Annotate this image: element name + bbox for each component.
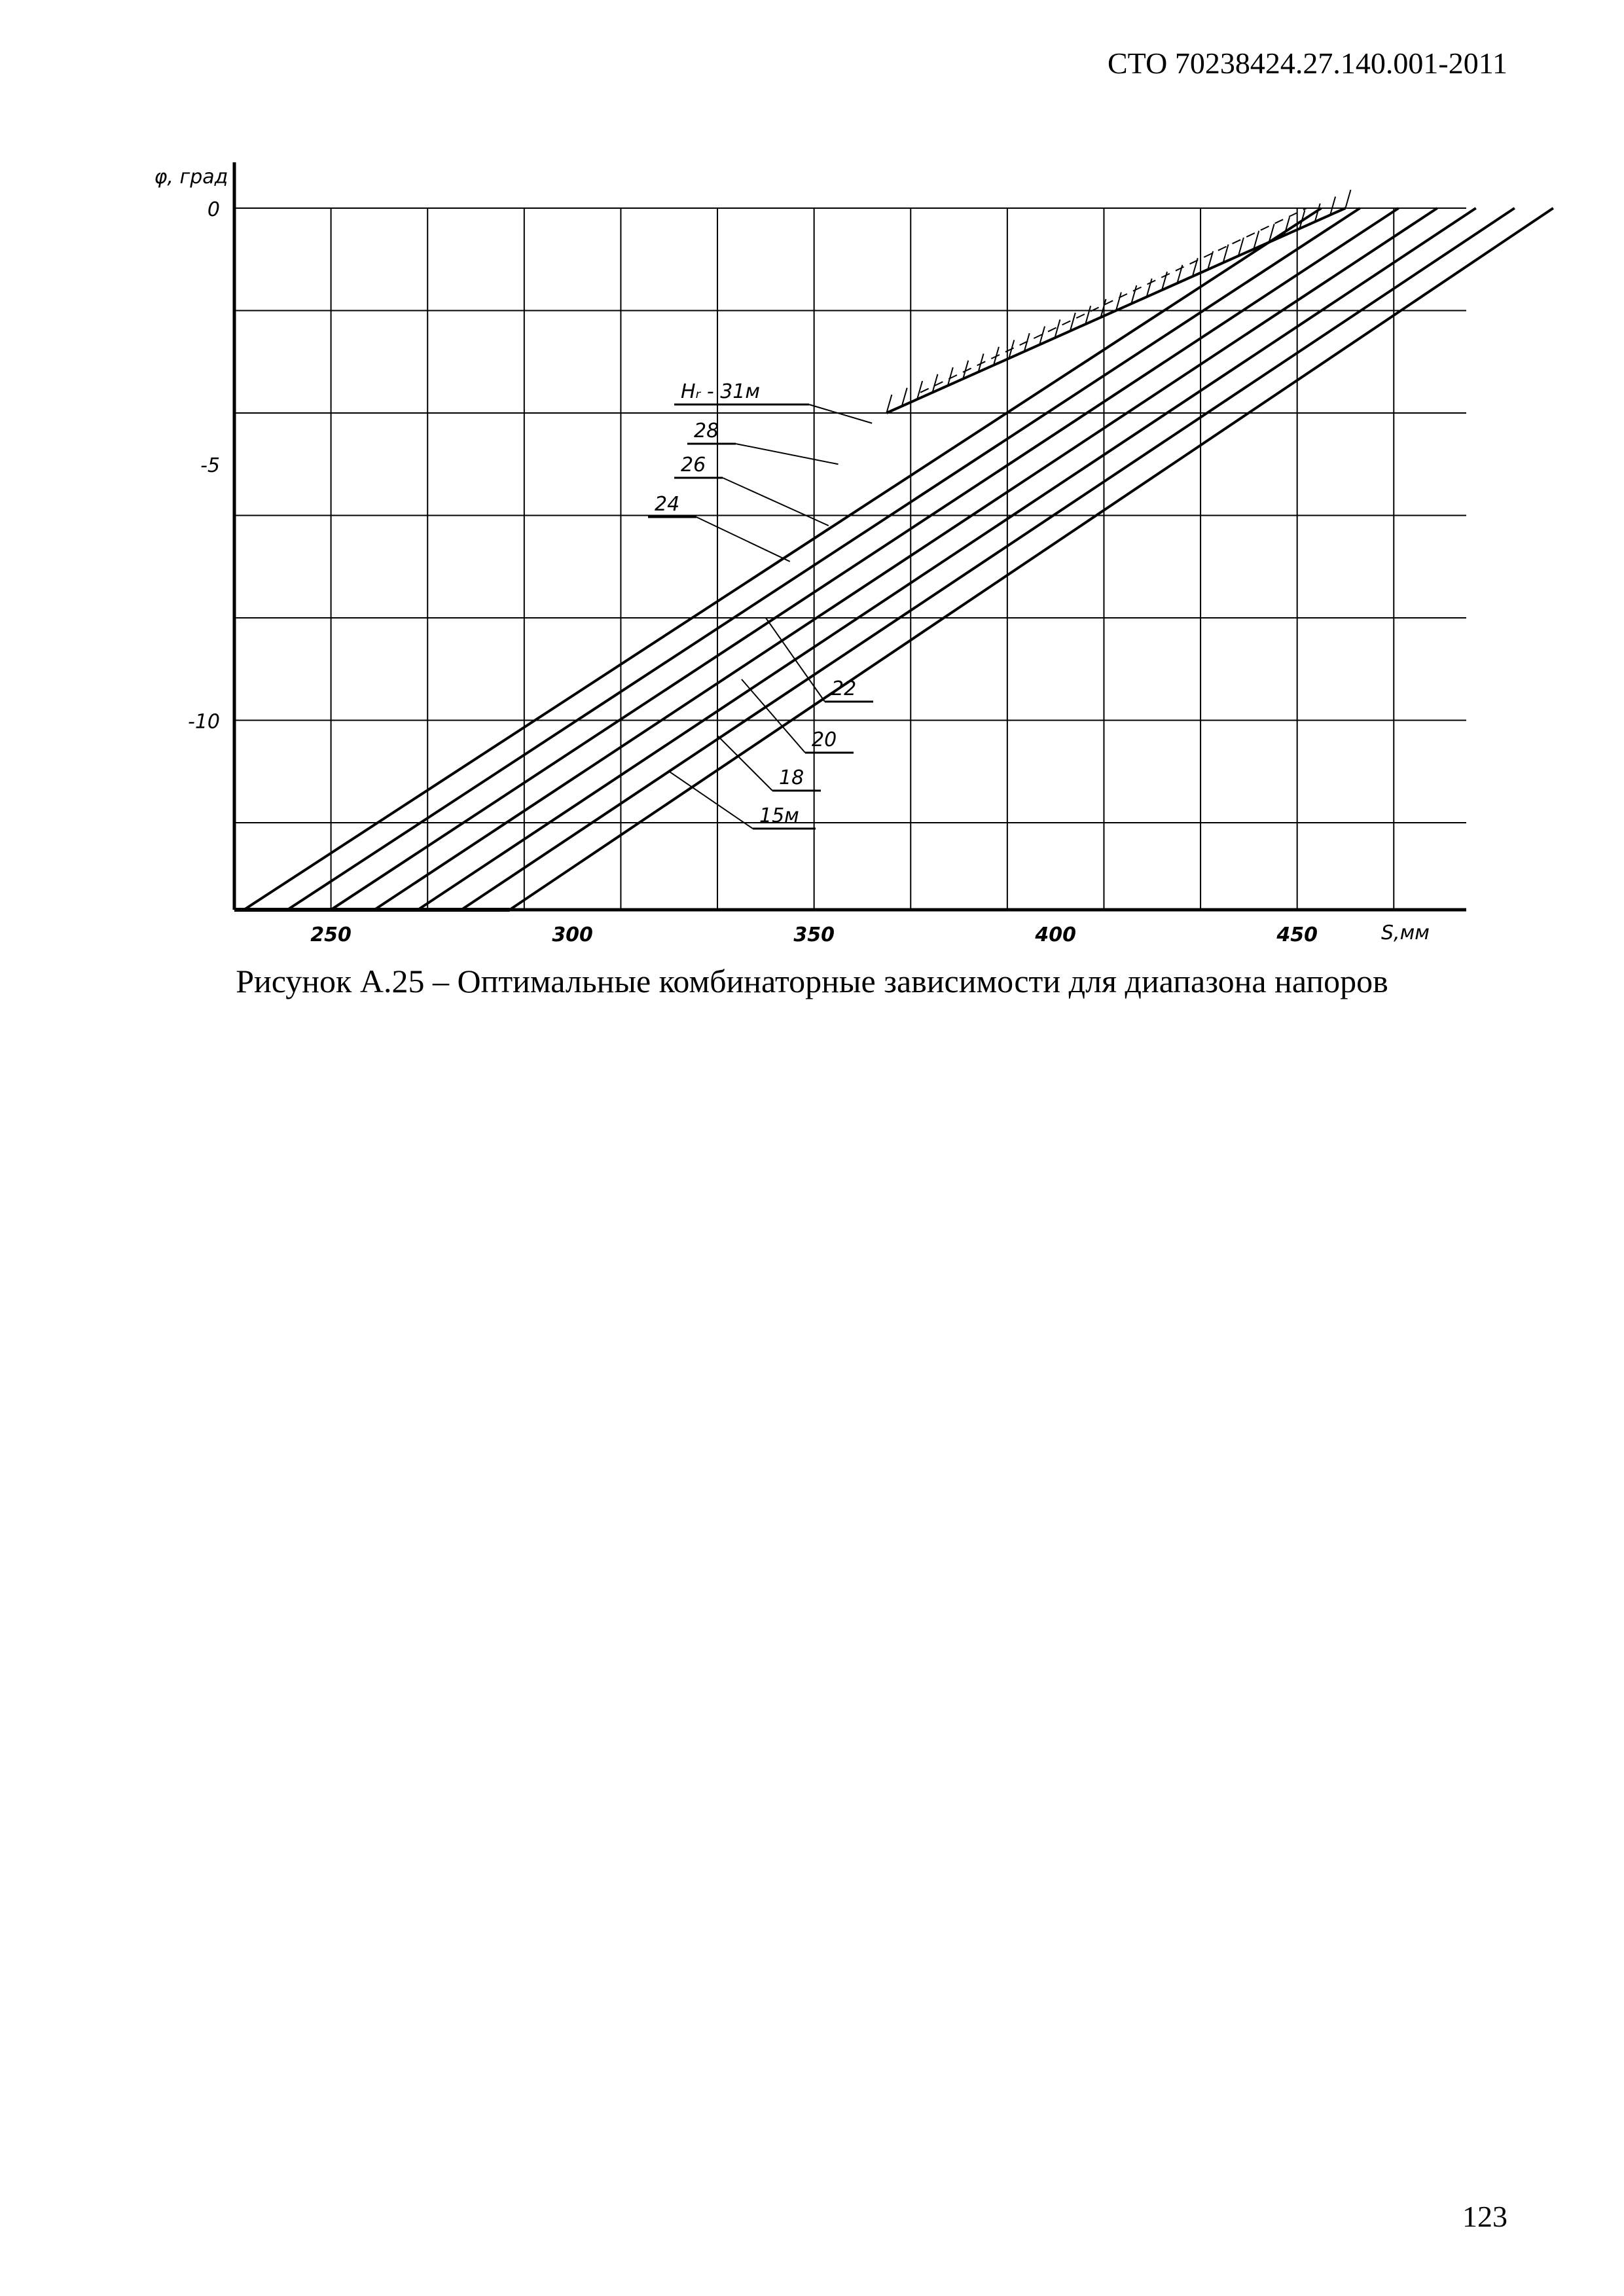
figure-caption: Рисунок А.25 – Оптимальные комбинаторные зависимости для диапазона напоров <box>236 963 1388 999</box>
chart-series <box>234 190 1553 910</box>
series-label: 28 <box>694 420 719 442</box>
label-leader-line <box>723 478 829 526</box>
label-leader-line <box>736 444 839 464</box>
hatch-mark <box>1345 190 1350 208</box>
x-tick-label: 350 <box>793 924 835 946</box>
series-line <box>510 208 1553 910</box>
x-axis-label: S,мм <box>1381 922 1430 944</box>
y-tick-label: 0 <box>207 198 220 221</box>
y-axis-label: φ, град <box>154 166 228 188</box>
series-label: 15м <box>759 804 799 827</box>
y-tick-label: -5 <box>200 454 220 478</box>
series-line <box>331 208 1399 910</box>
x-tick-label: 300 <box>552 924 593 946</box>
chart-axes <box>234 162 1466 910</box>
label-leader-line <box>696 517 790 562</box>
chart-grid <box>234 208 1466 910</box>
combinator-chart <box>0 0 1624 982</box>
x-tick-label: 400 <box>1035 924 1076 946</box>
label-leader-line <box>669 772 753 829</box>
series-label: Hᵣ - 31м <box>681 380 761 403</box>
dashed-limit-line <box>920 208 1307 393</box>
series-label: 18 <box>779 766 804 789</box>
series-line <box>461 208 1515 910</box>
page-number: 123 <box>1462 2200 1507 2233</box>
series-label: 26 <box>681 454 706 476</box>
series-line <box>287 208 1360 910</box>
x-tick-label: 250 <box>310 924 352 946</box>
series-label: 22 <box>831 677 857 700</box>
series-line <box>418 208 1475 910</box>
series-label: 20 <box>812 728 837 751</box>
series-label: 24 <box>655 493 680 516</box>
x-tick-label: 450 <box>1276 924 1318 946</box>
label-leader-line <box>809 404 872 423</box>
series-line <box>374 208 1437 910</box>
document-code: СТО 70238424.27.140.001-2011 <box>1107 46 1507 80</box>
y-tick-label: -10 <box>188 710 220 734</box>
